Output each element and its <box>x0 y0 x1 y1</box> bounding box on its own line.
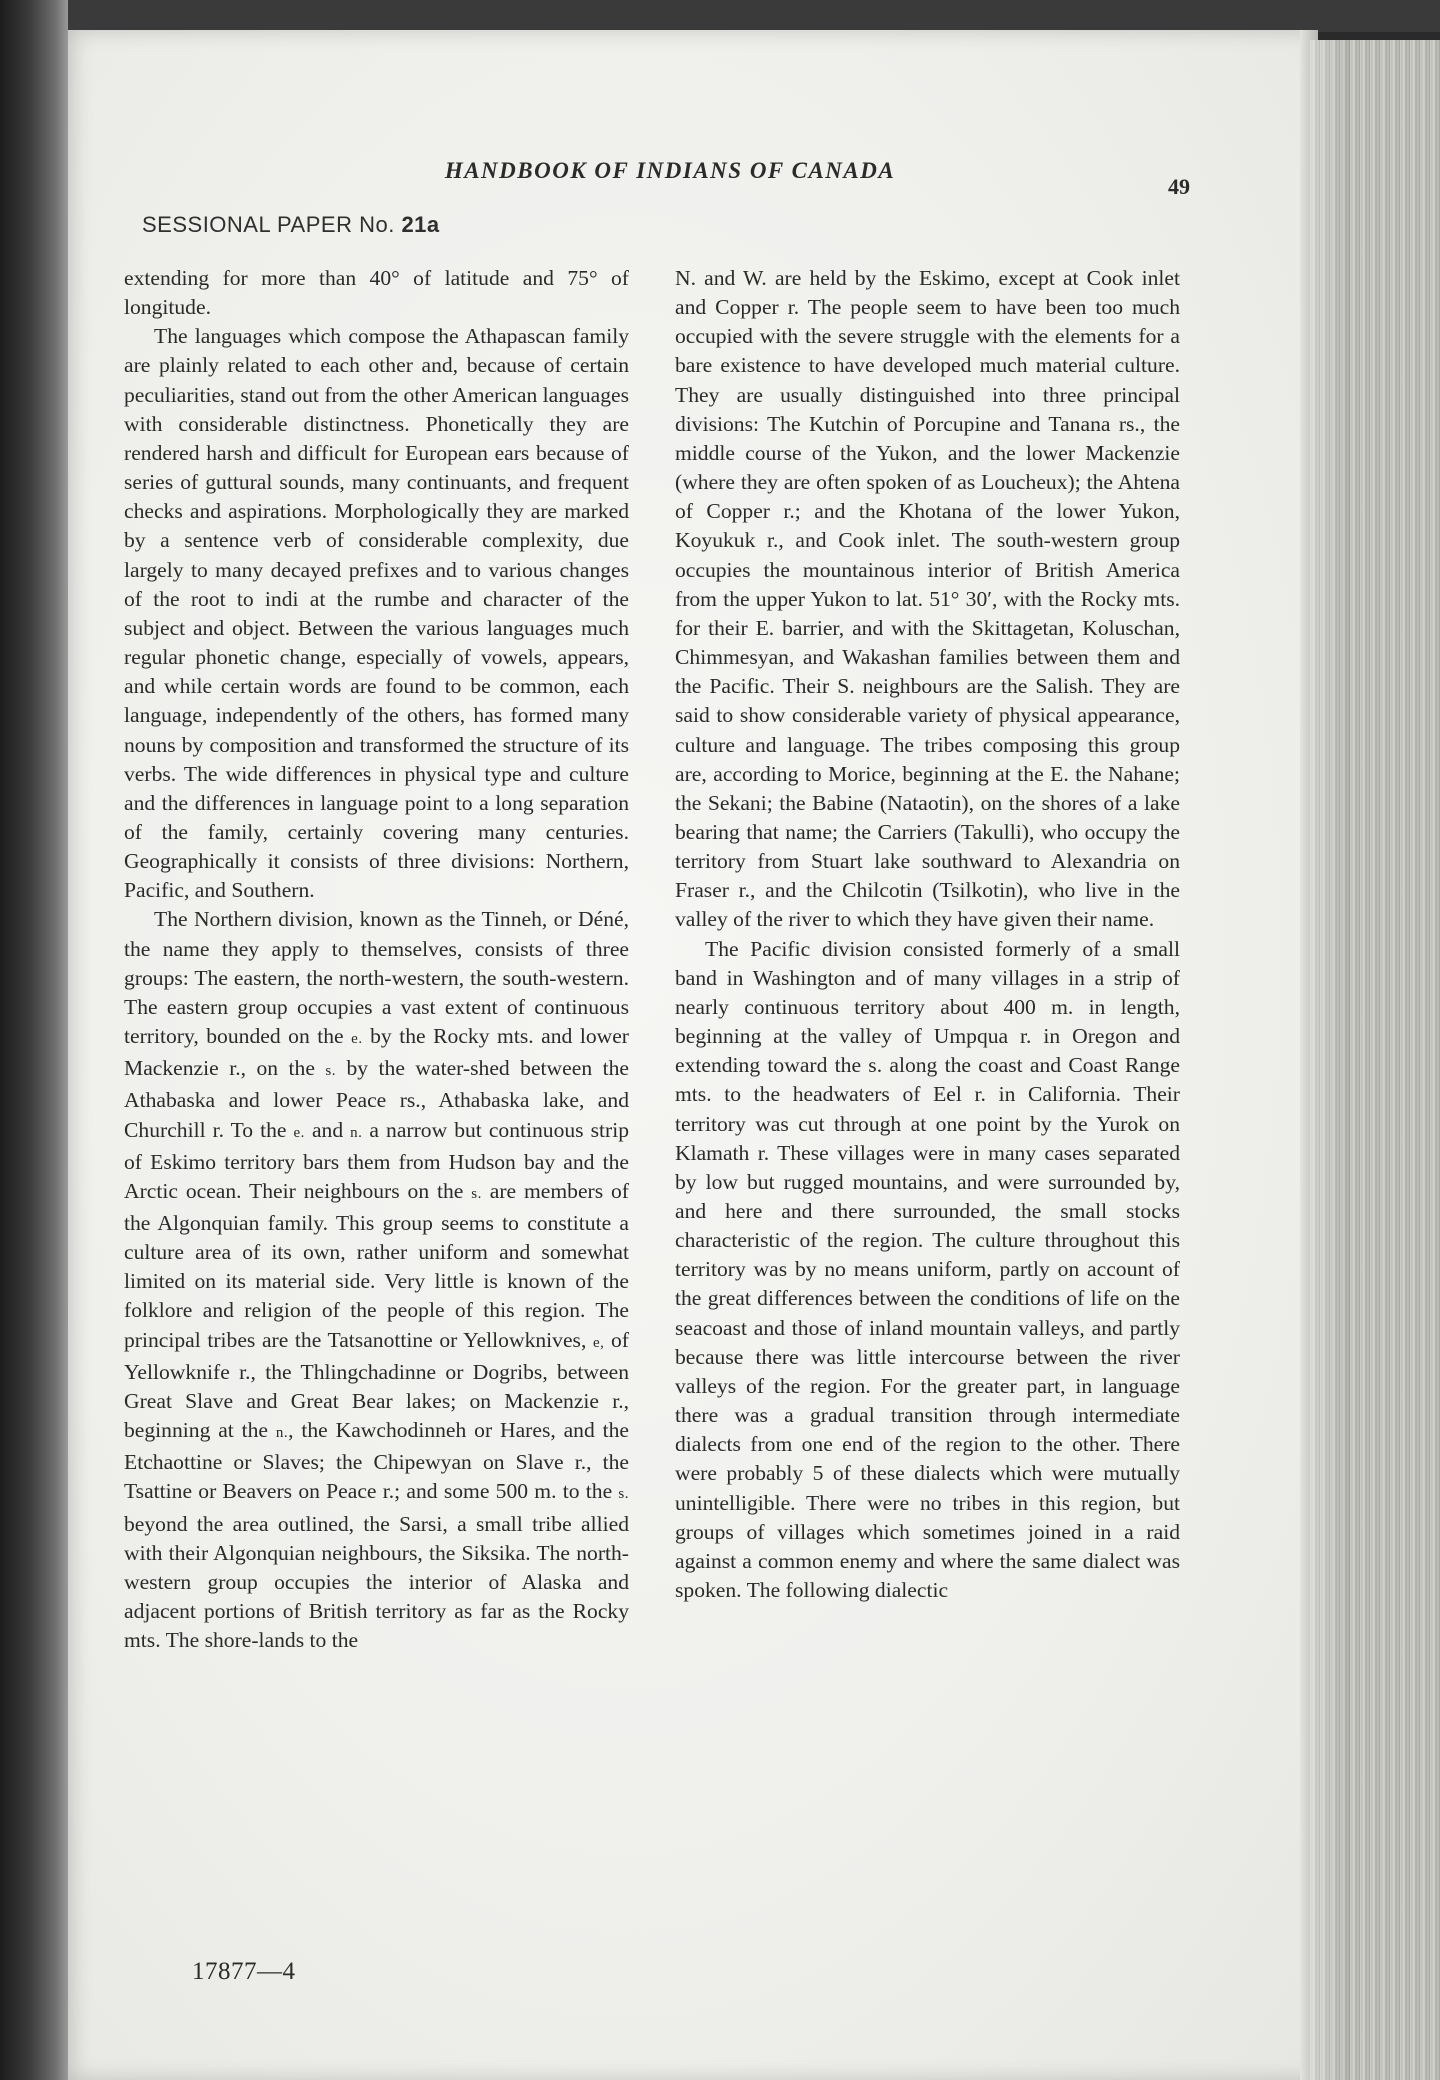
direction-abbrev: e. <box>351 1031 363 1048</box>
direction-abbrev: n. <box>275 1425 289 1442</box>
text-run: The Northern division, known as the Tinneh, or Déné, the name they apply to themselves, consists of three groups: The eastern, the north-western, the south-western. The eastern group occupies a vast extent of continuous territory, bounded on the <box>124 907 629 1049</box>
right-paragraph-pacific-division: The Pacific division consisted formerly of a small band in Washington and of many villages in a strip of nearly continuous territory about 400 m. in length, beginning at the valley of Umpqua r. in Oregon and extending toward the s. along the coast and Coast Range mts. to the headwaters of Eel r. in California. Their territory was cut through at one point by the Yurok on Klamath r. These villages were in many cases separated by low but rugged mountains, and were surrounded by, and here and there surrounded, the small stocks characteristic of the region. The culture throughout this territory was by no means uniform, partly on account of the great differences between the conditions of life on the seacoast and those of inland mountain valleys, and partly because there was little intercourse between the river valleys of the region. For the greater part, in language there was a gradual transition through intermediate dialects from one end of the region to the other. There were probably 5 of these dialects which were mutually unintelligible. There were no tribes in this region, but groups of villages which sometimes joined in a raid against a common enemy and where the same dialect was spoken. The following dialectic <box>675 936 1180 1603</box>
direction-abbrev: s. <box>325 1063 336 1080</box>
right-text-column <box>675 264 1180 1605</box>
text-run: by the Rocky mts. and lower Mackenzie r., on the <box>124 1024 630 1081</box>
left-paragraph-continuation: extending for more than 40° of latitude and 75° of longitude. <box>124 266 629 320</box>
left-paragraph-languages: The languages which compose the Athapascan family are plainly related to each other and, because of certain peculiarities, stand out from the other American languages with considerable distinctness. Phonetically they are rendered harsh and difficult for European ears because of series of guttural sounds, many continuants, and frequent checks and aspirations. Morphologically they are marked by a sentence verb of considerable complexity, due largely to many decayed prefixes and to various changes of the root to indi at the rumbe and character of the subject and object. Between the various languages much regular phonetic change, especially of vowels, appears, and while certain words are found to be common, each language, independently of the others, has formed many nouns by composition and transformed the structure of its verbs. The wide differences in physical type and culture and the differences in language point to a long separation of the family, certainly covering many centuries. Geographically it consists of three divisions: Northern, Pacific, and Southern. <box>124 324 629 903</box>
book-page-edges <box>1310 40 1440 2080</box>
right-paragraph-continuation: N. and W. are held by the Eskimo, except at Cook inlet and Copper r. The people seem to have been too much occupied with the severe struggle with the elements for a bare existence to have developed much material culture. They are usually distinguished into three principal divisions: The Kutchin of Porcupine and Tanana rs., the middle course of the Yukon, and the lower Mackenzie (where they are often spoken of as Loucheux); the Ahtena of Copper r.; and the Khotana of the lower Yukon, Koyukuk r., and Cook inlet. The south-western group occupies the mountainous interior of British America from the upper Yukon to lat. 51° 30′, with the Rocky mts. for their E. barrier, and with the Skittagetan, Koluschan, Chimmesyan, and Wakashan families between them and the Pacific. Their S. neighbours are the Salish. They are said to show considerable variety of physical appearance, culture and language. The tribes composing this group are, according to Morice, beginning at the E. the Nahane; the Sekani; the Babine (Nataotin), on the shores of a lake bearing that name; the Carriers (Takulli), who occupy the territory from Stuart lake southward to Alexandria on Fraser r., and the Chilcotin (Tsilkotin), who live in the valley of the river to which they have given their name. <box>675 266 1180 932</box>
running-head: HANDBOOK OF INDIANS OF CANADA <box>444 158 896 183</box>
direction-abbrev: s. <box>618 1486 629 1503</box>
sessional-paper-label <box>142 212 440 238</box>
printer-signature-mark: 17877—4 <box>192 1958 296 1985</box>
left-paragraph-northern-division <box>124 905 629 1655</box>
text-run: by the water-shed between the Athabaska and lower Peace rs., Athabaska lake, and Churchill r. To the <box>124 1056 629 1142</box>
left-text-column <box>124 264 629 1655</box>
text-run: a narrow but continuous strip of Eskimo territory bars them from Hudson bay and the Arctic ocean. Their neighbours on the <box>124 1117 629 1203</box>
text-run: and <box>304 1117 351 1142</box>
direction-abbrev: e, <box>592 1334 605 1351</box>
text-run: are members of the Algonquian family. This group seems to constitute a culture area of its own, rather uniform and somewhat limited on its material side. Very little is known of the folklore and religion of the people of this region. The principal tribes are the Tatsanottine or Yellowknives, <box>124 1178 629 1352</box>
text-run: beyond the area outlined, the Sarsi, a small tribe allied with their Algonquian neighbours, the Siksika. The north-western group occupies the interior of Alaska and adjacent portions of British territory as far as the Rocky mts. The shore-lands to the <box>124 1511 629 1653</box>
scan-top-border <box>0 0 1440 32</box>
page-number: 49 <box>1168 174 1190 199</box>
direction-abbrev: s. <box>471 1185 482 1202</box>
text-run: of Yellowknife r., the Thlingchadinne or Dogribs, between Great Slave and Great Bear lakes; on Mackenzie r., beginning at the <box>124 1327 629 1443</box>
scan-left-border <box>0 0 68 2080</box>
sessional-number: 21a <box>401 212 440 237</box>
sessional-label-text: SESSIONAL PAPER No. <box>142 212 395 237</box>
text-run: , the Kawchodinneh or Hares, and the Etchaottine or Slaves; the Chipewyan on Slave r., the Tsattine or Beavers on Peace r.; and some 500 m. to the <box>124 1418 629 1504</box>
direction-abbrev: n. <box>350 1124 363 1141</box>
direction-abbrev: e. <box>293 1124 305 1141</box>
